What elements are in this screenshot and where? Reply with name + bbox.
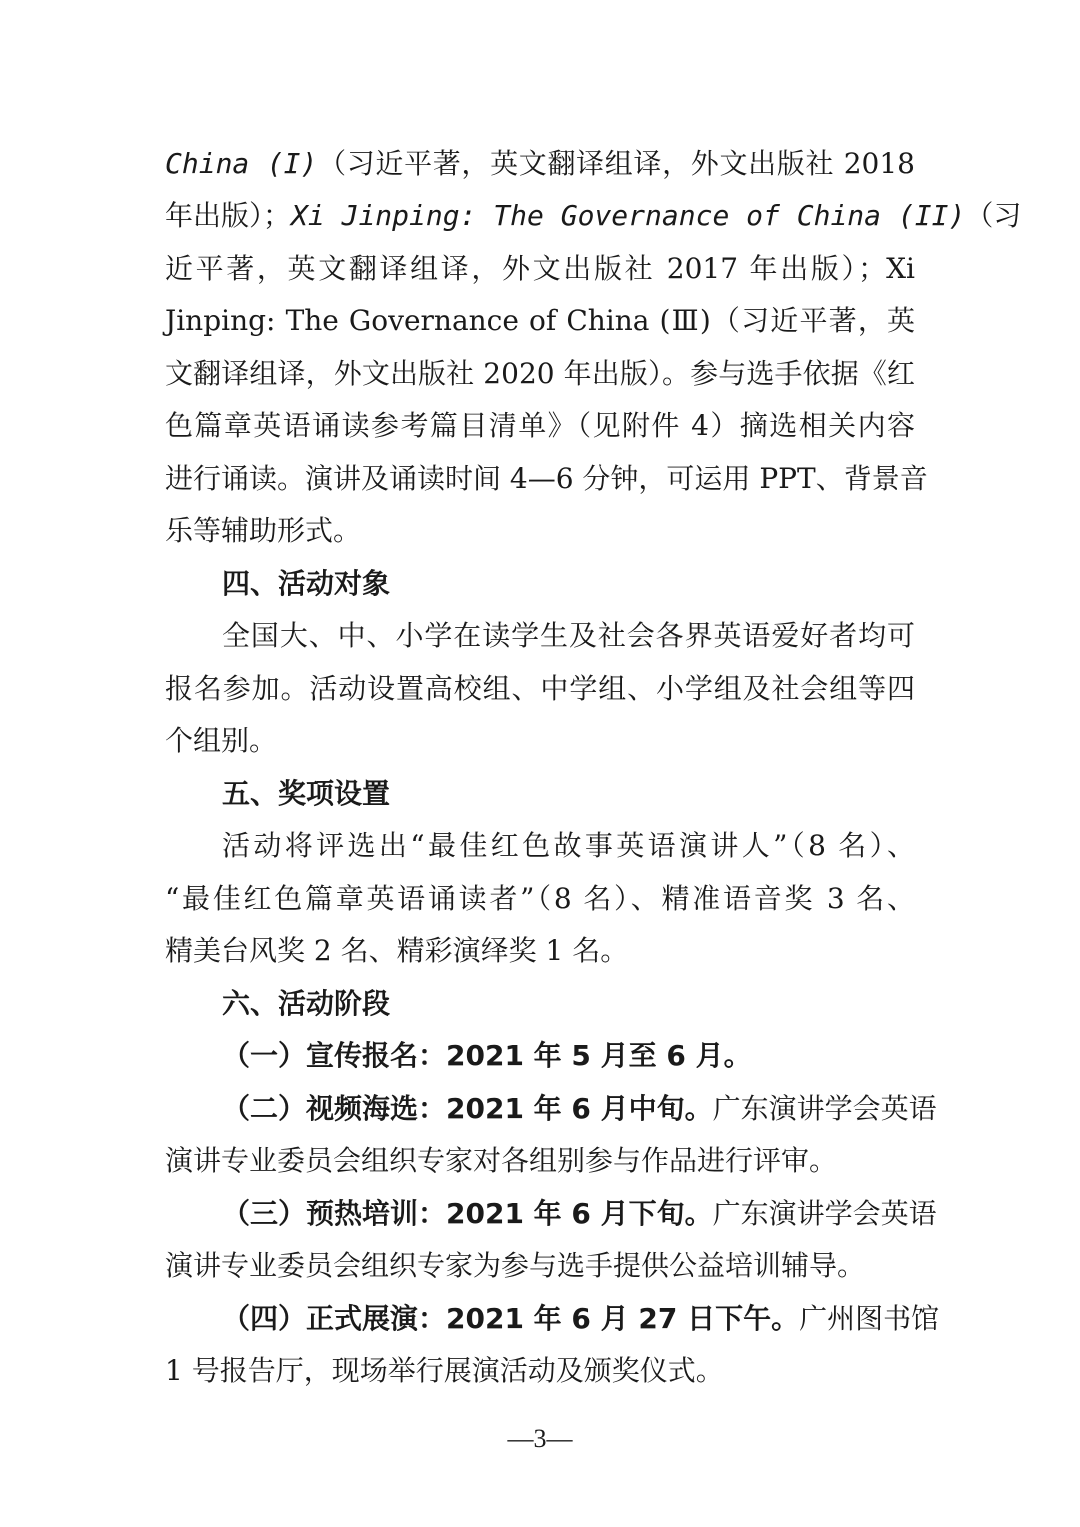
text-line: 报名参加。活动设置高校组、中学组、小学组及社会组等四 [165,672,915,705]
stage-line: （三）预热培训：2021 年 6 月下旬。广东演讲学会英语 [222,1197,937,1230]
page-number: —3— [507,1424,573,1453]
text-line: 进行诵读。演讲及诵读时间 4—6 分钟，可运用 PPT、背景音 [165,462,928,495]
text-line: 乐等辅助形式。 [165,514,362,547]
stage-line: （二）视频海选：2021 年 6 月中旬。广东演讲学会英语 [222,1092,937,1125]
text-line: 年出版）；Xi Jinping: The Governance of China (II)（习 [165,199,1022,232]
stage-label: （一）宣传报名：2021 年 5 月至 6 月。 [222,1039,752,1072]
text-line: 活动将评选出“最佳红色故事英语演讲人”（8 名）、 [222,829,915,862]
stage-line [222,1038,915,1074]
text-line: 演讲专业委员会组织专家为参与选手提供公益培训辅导。 [165,1249,866,1282]
section-heading: 六、活动阶段 [222,987,391,1020]
section-heading: 五、奖项设置 [222,777,391,810]
text-line: 色篇章英语诵读参考篇目清单》（见附件 4）摘选相关内容 [165,409,915,442]
text-line: 个组别。 [165,724,278,757]
stage-line: （四）正式展演：2021 年 6 月 27 日下午。广州图书馆 [222,1302,940,1335]
text-line: 近平著，英文翻译组译，外文出版社 2017 年出版）；Xi [165,252,915,285]
stage-label: （三）预热培训：2021 年 6 月下旬。 [222,1197,713,1230]
book-title: Xi Jinping: The Governance of China (II) [291,199,966,232]
text-line: 演讲专业委员会组织专家对各组别参与作品进行评审。 [165,1144,838,1177]
stage-label: （四）正式展演：2021 年 6 月 27 日下午。 [222,1302,800,1335]
text-line: 文翻译组译，外文出版社 2020 年出版）。参与选手依据《红 [165,357,915,390]
text-line: Jinping: The Governance of China (Ⅲ)（习近平著，英 [165,304,915,337]
section-heading: 四、活动对象 [222,567,391,600]
text-line: 精美台风奖 2 名、精彩演绎奖 1 名。 [165,934,629,967]
text-line: 全国大、中、小学在读学生及社会各界英语爱好者均可 [222,619,915,652]
book-title: China (I) [165,147,318,180]
text-line: China (I)（习近平著，英文翻译组译，外文出版社 2018 [165,147,915,180]
text-line: “最佳红色篇章英语诵读者”（8 名）、精准语音奖 3 名、 [165,882,915,915]
text-line: 1 号报告厅，现场举行展演活动及颁奖仪式。 [165,1354,724,1387]
stage-label: （二）视频海选：2021 年 6 月中旬。 [222,1092,713,1125]
